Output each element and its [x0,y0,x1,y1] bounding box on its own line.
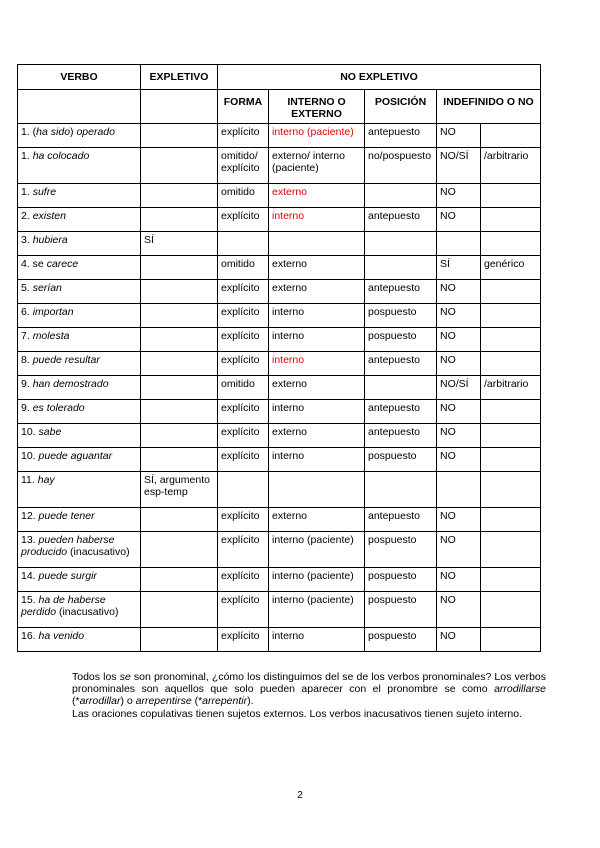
cell-verbo: 15. ha de haberse perdido (inacusativo) [18,592,141,628]
cell-posicion: antepuesto [365,208,437,232]
cell-extra: /arbitrario [481,376,541,400]
cell-interno-externo: externo/ interno (paciente) [269,148,365,184]
cell-extra [481,628,541,652]
cell-expletivo: SÍ [141,232,218,256]
cell-verbo: 12. puede tener [18,508,141,532]
cell-extra [481,304,541,328]
cell-indefinido: NO [437,184,481,208]
cell-indefinido: NO [437,124,481,148]
cell-verbo: 8. puede resultar [18,352,141,376]
cell-posicion: antepuesto [365,280,437,304]
cell-interno-externo: interno (paciente) [269,532,365,568]
cell-verbo: 14. puede surgir [18,568,141,592]
cell-indefinido: NO [437,628,481,652]
cell-verbo: 1. sufre [18,184,141,208]
cell-forma: explícito [218,124,269,148]
cell-extra [481,400,541,424]
cell-extra [481,568,541,592]
table-row [18,328,541,352]
cell-indefinido: NO/SÍ [437,148,481,184]
cell-verbo: 10. sabe [18,424,141,448]
cell-expletivo [141,508,218,532]
cell-forma: explícito [218,208,269,232]
cell-verbo: 16. ha venido [18,628,141,652]
cell-forma: explícito [218,400,269,424]
table-row [18,232,541,256]
cell-interno-externo: interno [269,208,365,232]
cell-posicion: pospuesto [365,448,437,472]
cell-indefinido: NO [437,352,481,376]
cell-posicion: pospuesto [365,592,437,628]
cell-extra [481,328,541,352]
table-row [18,592,541,628]
cell-verbo: 3. hubiera [18,232,141,256]
cell-interno-externo: externo [269,376,365,400]
cell-posicion: pospuesto [365,532,437,568]
cell-extra [481,184,541,208]
table-row [18,148,541,184]
cell-indefinido [437,472,481,508]
cell-interno-externo: externo [269,256,365,280]
cell-forma: explícito [218,280,269,304]
cell-interno-externo: interno [269,628,365,652]
cell-extra [481,472,541,508]
note-pronominal: Todos los se son pronominal, ¿cómo los distinguimos del se de los verbos pronominales? Los verbos pronominales son aquellos que solo pueden aparecer con el pronombre se como arrodillarse (*arrodillar) o arrepentirse (*arrepentir). [72,671,546,708]
cell-indefinido: NO [437,568,481,592]
cell-verbo: 7. molesta [18,328,141,352]
cell-interno-externo: interno [269,328,365,352]
table-row [18,508,541,532]
cell-extra [481,508,541,532]
cell-interno-externo [269,472,365,508]
header-verbo: VERBO [18,65,141,90]
cell-extra [481,448,541,472]
cell-posicion: antepuesto [365,352,437,376]
cell-verbo: 9. es tolerado [18,400,141,424]
cell-interno-externo: externo [269,184,365,208]
cell-indefinido: NO [437,508,481,532]
cell-extra [481,592,541,628]
cell-extra [481,208,541,232]
cell-indefinido: NO [437,280,481,304]
cell-posicion [365,184,437,208]
cell-posicion [365,232,437,256]
cell-verbo: 11. hay [18,472,141,508]
notes-block [72,671,546,720]
cell-expletivo [141,592,218,628]
cell-indefinido: NO [437,400,481,424]
cell-forma: omitido [218,184,269,208]
cell-posicion: pospuesto [365,628,437,652]
table-row [18,568,541,592]
cell-posicion [365,472,437,508]
cell-posicion: pospuesto [365,328,437,352]
cell-verbo: 10. puede aguantar [18,448,141,472]
cell-posicion: antepuesto [365,124,437,148]
cell-indefinido: NO [437,532,481,568]
cell-extra [481,232,541,256]
page-number: 2 [297,790,303,801]
table-row [18,208,541,232]
cell-interno-externo: externo [269,508,365,532]
cell-expletivo [141,448,218,472]
cell-expletivo [141,124,218,148]
cell-posicion: antepuesto [365,400,437,424]
cell-posicion [365,256,437,280]
cell-forma [218,472,269,508]
cell-verbo: 1. ha colocado [18,148,141,184]
header-empty-1 [18,90,141,124]
cell-interno-externo: interno [269,352,365,376]
cell-posicion: pospuesto [365,304,437,328]
cell-interno-externo: externo [269,280,365,304]
cell-extra [481,280,541,304]
cell-expletivo [141,208,218,232]
cell-interno-externo: externo [269,424,365,448]
cell-expletivo [141,376,218,400]
cell-verbo: 5. serían [18,280,141,304]
cell-interno-externo: interno [269,400,365,424]
cell-indefinido: NO [437,424,481,448]
note-copulativas: Las oraciones copulativas tienen sujetos externos. Los verbos inacusativos tienen sujeto interno. [72,707,523,720]
table-row [18,472,541,508]
cell-verbo: 13. pueden haberse producido (inacusativo) [18,532,141,568]
cell-expletivo [141,568,218,592]
cell-forma: omitido [218,256,269,280]
cell-posicion: antepuesto [365,508,437,532]
cell-expletivo [141,304,218,328]
cell-interno-externo: interno [269,448,365,472]
cell-expletivo [141,256,218,280]
cell-forma: omitido [218,376,269,400]
header-posicion: POSICIÓN [365,90,437,124]
cell-indefinido: NO/SÍ [437,376,481,400]
table-row [18,532,541,568]
cell-verbo: 6. importan [18,304,141,328]
cell-expletivo [141,352,218,376]
cell-extra [481,424,541,448]
cell-verbo: 2. existen [18,208,141,232]
header-no-expletivo: NO EXPLETIVO [218,65,541,90]
verb-analysis-table [17,64,541,652]
table-row [18,352,541,376]
table-row [18,256,541,280]
cell-indefinido: NO [437,304,481,328]
table-row [18,376,541,400]
cell-expletivo [141,184,218,208]
cell-forma [218,232,269,256]
cell-extra [481,532,541,568]
cell-indefinido: NO [437,448,481,472]
header-indefinido: INDEFINIDO O NO [437,90,541,124]
cell-verbo: 9. han demostrado [18,376,141,400]
table-row [18,184,541,208]
cell-forma: explícito [218,628,269,652]
cell-forma: explícito [218,424,269,448]
cell-interno-externo: interno (paciente) [269,124,365,148]
table-row [18,400,541,424]
cell-forma: explícito [218,568,269,592]
cell-indefinido: SÍ [437,256,481,280]
cell-posicion: no/pospuesto [365,148,437,184]
cell-expletivo [141,328,218,352]
cell-posicion [365,376,437,400]
table-row [18,280,541,304]
cell-forma: explícito [218,328,269,352]
cell-forma: omitido/ explícito [218,148,269,184]
cell-expletivo [141,148,218,184]
cell-forma: explícito [218,352,269,376]
header-interno-externo: INTERNO O EXTERNO [269,90,365,124]
table-row [18,448,541,472]
cell-posicion: antepuesto [365,424,437,448]
cell-indefinido [437,232,481,256]
cell-forma: explícito [218,592,269,628]
cell-extra: genérico [481,256,541,280]
cell-extra [481,352,541,376]
header-forma: FORMA [218,90,269,124]
cell-forma: explícito [218,304,269,328]
cell-extra [481,124,541,148]
cell-expletivo [141,400,218,424]
cell-forma: explícito [218,532,269,568]
cell-forma: explícito [218,448,269,472]
table-row [18,124,541,148]
cell-interno-externo: interno [269,304,365,328]
cell-expletivo [141,280,218,304]
cell-indefinido: NO [437,328,481,352]
cell-indefinido: NO [437,592,481,628]
cell-interno-externo: interno (paciente) [269,592,365,628]
cell-expletivo [141,424,218,448]
cell-interno-externo [269,232,365,256]
cell-extra: /arbitrario [481,148,541,184]
cell-expletivo [141,628,218,652]
cell-expletivo [141,532,218,568]
cell-posicion: pospuesto [365,568,437,592]
cell-indefinido: NO [437,208,481,232]
table-row [18,304,541,328]
cell-forma: explícito [218,508,269,532]
cell-interno-externo: interno (paciente) [269,568,365,592]
header-empty-2 [141,90,218,124]
cell-verbo: 1. (ha sido) operado [18,124,141,148]
table-row [18,628,541,652]
table-row [18,424,541,448]
cell-verbo: 4. se carece [18,256,141,280]
cell-expletivo: SÍ, argumento esp-temp [141,472,218,508]
header-expletivo: EXPLETIVO [141,65,218,90]
